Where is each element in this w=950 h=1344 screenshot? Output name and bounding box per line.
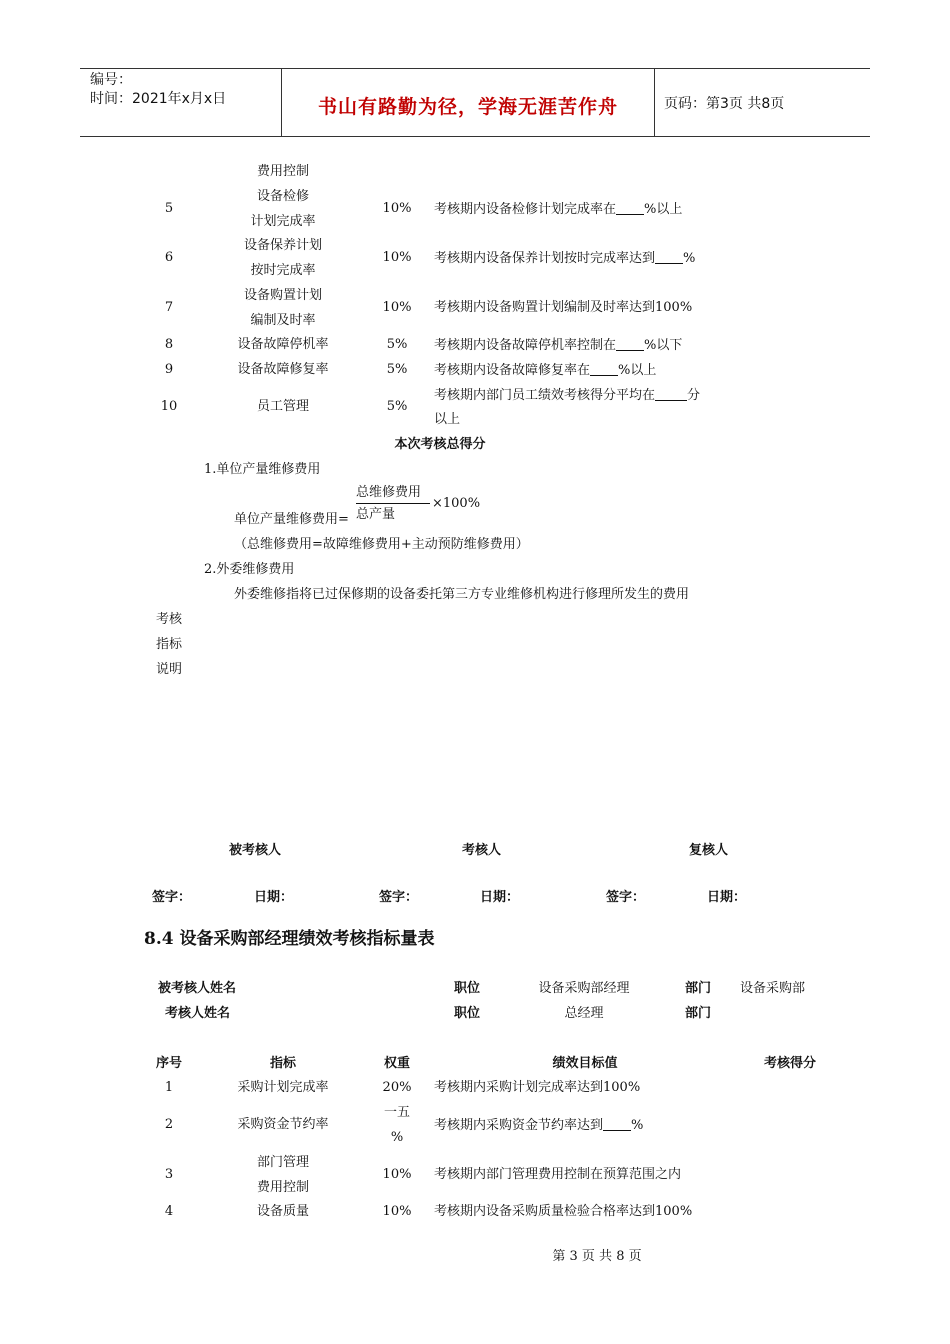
dept-label: 部门 bbox=[685, 1006, 712, 1021]
date-label: 日期： bbox=[707, 890, 747, 905]
row-target bbox=[434, 1116, 744, 1135]
row-number: 1 bbox=[164, 1080, 174, 1095]
total-score-label: 本次考核总得分 bbox=[394, 437, 486, 452]
row-weight: 10% bbox=[382, 250, 412, 265]
assessee-name-label: 被考核人姓名 bbox=[158, 981, 237, 996]
role-assessee: 被考核人 bbox=[229, 843, 282, 858]
row-number: 3 bbox=[164, 1167, 174, 1182]
row-indicator bbox=[218, 188, 348, 231]
row-indicator: 采购资金节约率 bbox=[237, 1117, 329, 1132]
assessor-position: 总经理 bbox=[564, 1006, 604, 1021]
header-indicator: 指标 bbox=[269, 1056, 296, 1071]
assessor-name-label: 考核人姓名 bbox=[165, 1006, 231, 1021]
row-target bbox=[434, 386, 744, 429]
note-item1-title: 1.单位产量维修费用 bbox=[204, 462, 321, 477]
row-target: 考核期内部门管理费用控制在预算范围之内 bbox=[434, 1167, 682, 1182]
fill-blank bbox=[616, 336, 644, 351]
target-suffix: %以上 bbox=[644, 202, 683, 217]
header-no: 序号 bbox=[155, 1056, 182, 1071]
header-weight: 权重 bbox=[383, 1056, 410, 1071]
side-label-line: 考核 bbox=[156, 612, 183, 627]
row-indicator bbox=[218, 237, 348, 280]
side-label-line: 说明 bbox=[156, 662, 183, 677]
indicator-line: 设备检修 bbox=[256, 189, 309, 204]
header-number-label: 编号： bbox=[90, 72, 132, 88]
row-target bbox=[434, 200, 744, 219]
row-indicator: 员工管理 bbox=[256, 399, 309, 414]
role-assessor: 考核人 bbox=[462, 843, 502, 858]
target-suffix: % bbox=[631, 1118, 644, 1133]
target-suffix: %以下 bbox=[644, 338, 683, 353]
row-number: 8 bbox=[164, 337, 174, 352]
row-weight: 5% bbox=[386, 362, 408, 377]
row-target: 考核期内设备采购质量检验合格率达到100% bbox=[434, 1204, 693, 1219]
sign-label: 签字： bbox=[379, 890, 419, 905]
position-label: 职位 bbox=[454, 981, 481, 996]
date-label: 日期： bbox=[480, 890, 520, 905]
target-text: 考核期内设备故障修复率在 bbox=[434, 363, 591, 378]
assessee-dept: 设备采购部 bbox=[740, 981, 806, 996]
indicator-line: 设备保养计划 bbox=[243, 238, 322, 253]
header-bottom-rule bbox=[80, 136, 870, 137]
target-text-line2: 以上 bbox=[434, 412, 461, 427]
fill-blank bbox=[590, 361, 618, 376]
row-number: 2 bbox=[164, 1117, 174, 1132]
note-item2-title: 2.外委维修费用 bbox=[204, 562, 295, 577]
row-weight: 10% bbox=[382, 1204, 412, 1219]
header-page-label: 页码：第3页 共8页 bbox=[664, 96, 785, 112]
row-number: 4 bbox=[164, 1204, 174, 1219]
role-reviewer: 复核人 bbox=[689, 843, 729, 858]
sign-label: 签字： bbox=[606, 890, 646, 905]
row-weight bbox=[366, 1104, 428, 1147]
side-label-line: 指标 bbox=[156, 637, 183, 652]
target-text: 考核期内设备检修计划完成率在 bbox=[434, 202, 617, 217]
header-divider-right bbox=[654, 68, 655, 136]
indicator-line: 按时完成率 bbox=[250, 263, 316, 278]
notes-side-label bbox=[156, 611, 186, 679]
note-item1-detail: （总维修费用=故障维修费用+主动预防维修费用） bbox=[234, 537, 529, 552]
weight-line: % bbox=[390, 1130, 404, 1145]
indicator-line: 编制及时率 bbox=[250, 313, 316, 328]
dept-label: 部门 bbox=[685, 981, 712, 996]
indicator-line: 设备购置计划 bbox=[243, 288, 322, 303]
row-number: 9 bbox=[164, 362, 174, 377]
row-number: 5 bbox=[164, 201, 174, 216]
row-weight: 5% bbox=[386, 399, 408, 414]
row-indicator: 采购计划完成率 bbox=[237, 1080, 329, 1095]
row-target bbox=[434, 249, 744, 268]
fill-blank bbox=[616, 200, 644, 215]
target-suffix: %以上 bbox=[618, 363, 657, 378]
row-target: 考核期内采购计划完成率达到100% bbox=[434, 1080, 641, 1095]
position-label: 职位 bbox=[454, 1006, 481, 1021]
row-indicator: 设备故障修复率 bbox=[237, 362, 329, 377]
header-top-rule bbox=[80, 68, 870, 69]
indicator-line: 部门管理 bbox=[256, 1155, 309, 1170]
header-time-label: 时间：2021年x月x日 bbox=[90, 91, 227, 107]
row-target: 考核期内设备购置计划编制及时率达到100% bbox=[434, 300, 693, 315]
indicator-line: 计划完成率 bbox=[250, 214, 316, 229]
row-indicator bbox=[218, 287, 348, 330]
date-label: 日期： bbox=[254, 890, 294, 905]
header-target: 绩效目标值 bbox=[552, 1056, 618, 1071]
row-indicator bbox=[218, 1154, 348, 1197]
sign-label: 签字： bbox=[152, 890, 192, 905]
fraction-bar bbox=[356, 503, 430, 504]
carry-over-indicator: 费用控制 bbox=[256, 164, 309, 179]
indicator-line: 费用控制 bbox=[256, 1180, 309, 1195]
fill-blank bbox=[655, 386, 687, 401]
row-weight: 10% bbox=[382, 300, 412, 315]
note-item2-text: 外委维修指将已过保修期的设备委托第三方专业维修机构进行修理所发生的费用 bbox=[234, 587, 690, 602]
header-score: 考核得分 bbox=[763, 1056, 816, 1071]
target-text: 考核期内部门员工绩效考核得分平均在 bbox=[434, 388, 656, 403]
target-suffix: 分 bbox=[687, 388, 701, 403]
target-text: 考核期内设备故障停机率控制在 bbox=[434, 338, 617, 353]
row-weight: 10% bbox=[382, 201, 412, 216]
row-weight: 5% bbox=[386, 337, 408, 352]
assessee-position: 设备采购部经理 bbox=[538, 981, 630, 996]
fill-blank bbox=[603, 1116, 631, 1131]
weight-line: 一五 bbox=[383, 1105, 410, 1120]
target-suffix: % bbox=[683, 251, 696, 266]
row-number: 6 bbox=[164, 250, 174, 265]
row-indicator: 设备故障停机率 bbox=[237, 337, 329, 352]
row-number: 10 bbox=[160, 399, 178, 414]
header-motto: 书山有路勤为径，学海无涯苦作舟 bbox=[317, 96, 618, 118]
formula-lhs: 单位产量维修费用= bbox=[234, 512, 349, 527]
row-number: 7 bbox=[164, 300, 174, 315]
target-text: 考核期内设备保养计划按时完成率达到 bbox=[434, 251, 656, 266]
row-target bbox=[434, 361, 744, 380]
row-weight: 10% bbox=[382, 1167, 412, 1182]
row-target bbox=[434, 336, 744, 355]
footer-page-number: 第 3 页 共 8 页 bbox=[552, 1249, 642, 1264]
fill-blank bbox=[655, 249, 683, 264]
target-text: 考核期内采购资金节约率达到 bbox=[434, 1118, 604, 1133]
row-weight: 20% bbox=[382, 1080, 412, 1095]
formula-tail: ×100% bbox=[432, 496, 481, 511]
formula-numerator: 总维修费用 bbox=[356, 485, 422, 500]
formula-denominator: 总产量 bbox=[356, 507, 396, 522]
section-title: 8.4 设备采购部经理绩效考核指标量表 bbox=[144, 929, 435, 949]
row-indicator: 设备质量 bbox=[256, 1204, 309, 1219]
